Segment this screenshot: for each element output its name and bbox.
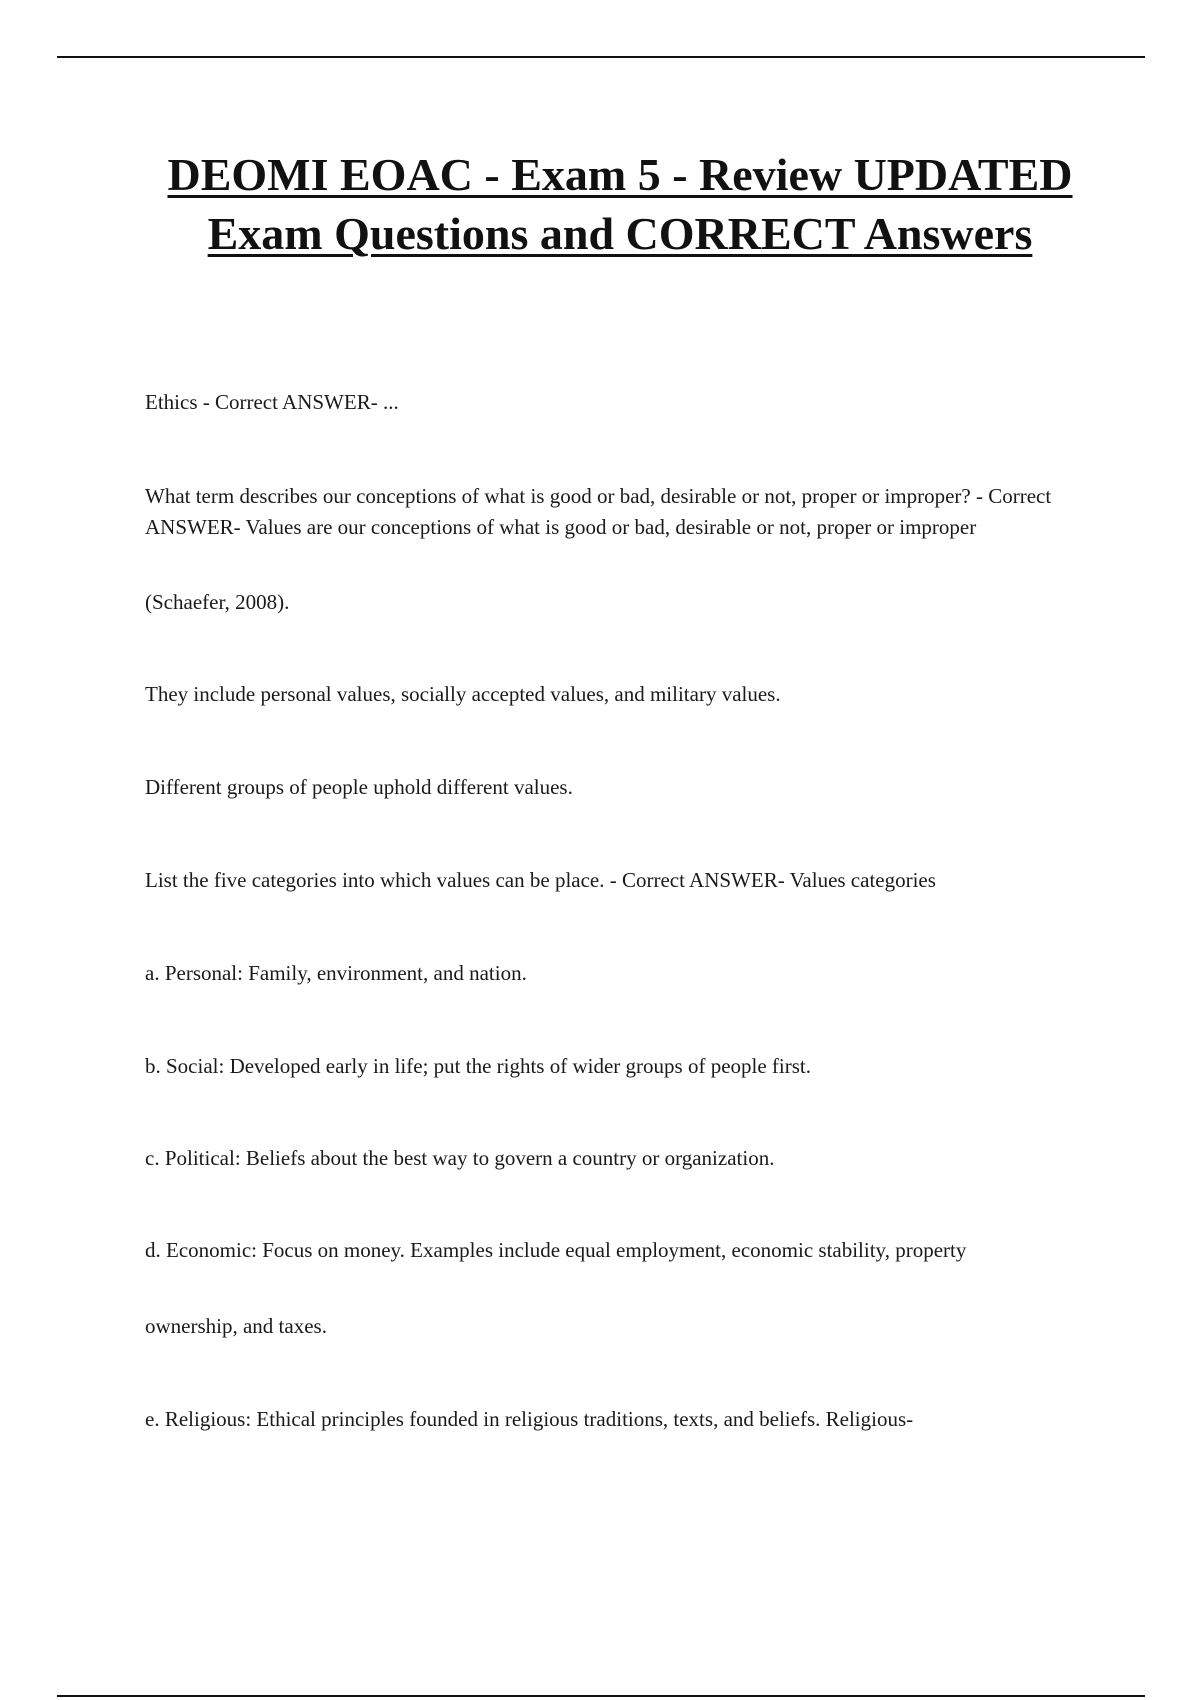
list-item-economic: d. Economic: Focus on money. Examples include equal employment, economic stability, property — [145, 1238, 967, 1262]
paragraph-citation: (Schaefer, 2008). — [145, 590, 290, 614]
paragraph-categories-question: List the five categories into which values can be place. - Correct ANSWER- Values categories — [145, 868, 936, 892]
top-rule — [57, 56, 1145, 58]
list-item-social: b. Social: Developed early in life; put the rights of wider groups of people first. — [145, 1054, 812, 1078]
list-item-political: c. Political: Beliefs about the best way to govern a country or organization. — [145, 1146, 775, 1170]
list-item-economic-continued: ownership, and taxes. — [145, 1314, 327, 1338]
list-item-religious: e. Religious: Ethical principles founded in religious traditions, texts, and beliefs. Religious- — [145, 1407, 914, 1431]
document-title: DEOMI EOAC - Exam 5 - Review UPDATED Exam Questions and CORRECT Answers — [167, 149, 1073, 259]
list-item-personal: a. Personal: Family, environment, and nation. — [145, 961, 527, 985]
bottom-rule — [57, 1695, 1145, 1697]
paragraph-value-types: They include personal values, socially accepted values, and military values. — [145, 682, 781, 706]
paragraph-ethics: Ethics - Correct ANSWER- ... — [145, 390, 399, 414]
paragraph-values-question: What term describes our conceptions of what is good or bad, desirable or not, proper or improper? - Correct ANSWER- Values are our conceptions of what is good or bad, desirable or not, proper or improper — [145, 484, 1052, 539]
paragraph-groups: Different groups of people uphold different values. — [145, 775, 573, 799]
